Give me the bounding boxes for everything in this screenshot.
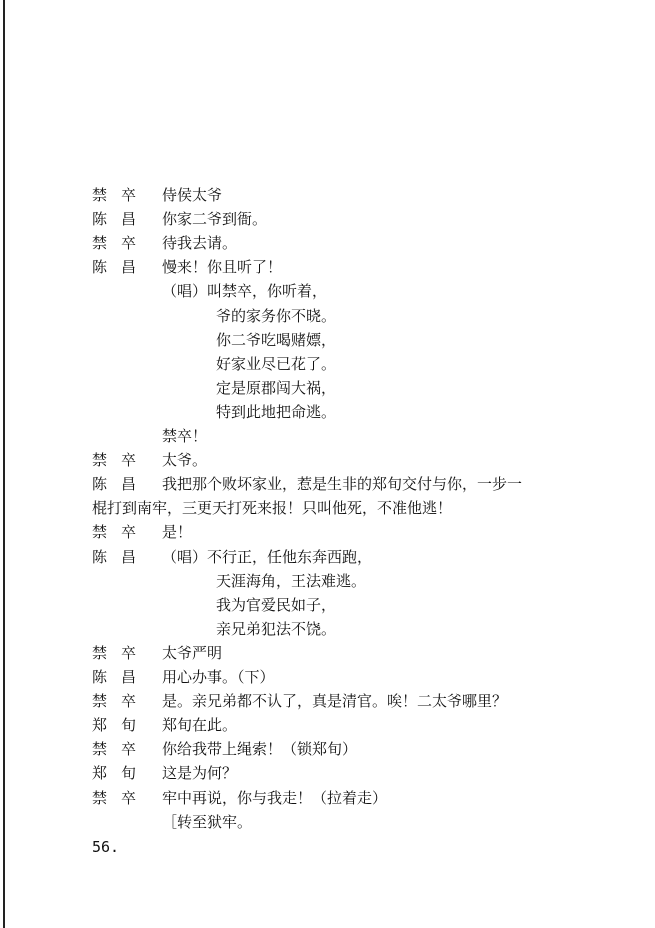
speaker-name: 禁卒	[92, 523, 151, 541]
script-line: 爷的家务你不晓。	[216, 307, 337, 325]
speaker-name: 陈昌	[92, 668, 151, 686]
page-edge-line	[3, 0, 5, 928]
script-line: 侍侯太爷	[162, 186, 223, 204]
speaker-name: 禁卒	[92, 451, 151, 469]
script-line: 是。亲兄弟都不认了，真是清官。唉！二太爷哪里？	[162, 692, 508, 710]
script-line: 待我去请。	[162, 234, 238, 252]
page-number: 56.	[92, 838, 120, 856]
script-line: 用心办事。（下）	[162, 668, 275, 686]
script-line: 是！	[162, 523, 193, 541]
script-line: 慢来！你且听了！	[162, 258, 283, 276]
script-line: 郑旬在此。	[162, 716, 238, 734]
speaker-name: 禁卒	[92, 186, 151, 204]
speaker-name: 禁卒	[92, 234, 151, 252]
speaker-name: 陈昌	[92, 548, 151, 566]
script-line: 牢中再说，你与我走！（拉着走）	[162, 789, 388, 807]
script-line: 这是为何？	[162, 764, 238, 782]
script-line: （唱）不行正，任他东奔西跑，	[162, 548, 373, 566]
script-line: 你给我带上绳索！（锁郑旬）	[162, 740, 358, 758]
script-line: 天涯海角，王法难逃。	[216, 572, 367, 590]
script-line: 你二爷吃喝赌嫖，	[216, 331, 337, 349]
script-line: ［转至狱牢。	[162, 813, 253, 831]
script-line: 定是原郡闯大祸，	[216, 379, 337, 397]
speaker-name: 郑旬	[92, 716, 151, 734]
script-line: 棍打到南牢，三更天打死来报！只叫他死，不准他逃！	[92, 499, 453, 517]
speaker-name: 禁卒	[92, 644, 151, 662]
script-line: 好家业尽已花了。	[216, 355, 337, 373]
script-line: 太爷严明	[162, 644, 223, 662]
script-line: 你家二爷到衙。	[162, 210, 268, 228]
script-line: 太爷。	[162, 451, 208, 469]
speaker-name: 郑旬	[92, 764, 151, 782]
speaker-name: 禁卒	[92, 740, 151, 758]
speaker-name: 禁卒	[92, 789, 151, 807]
speaker-name: 陈昌	[92, 475, 151, 493]
speaker-name: 禁卒	[92, 692, 151, 710]
script-line: 禁卒！	[162, 427, 208, 445]
script-line: （唱）叫禁卒，你听着，	[162, 282, 328, 300]
script-line: 亲兄弟犯法不饶。	[216, 620, 337, 638]
speaker-name: 陈昌	[92, 210, 151, 228]
speaker-name: 陈昌	[92, 258, 151, 276]
script-line: 特到此地把命逃。	[216, 403, 337, 421]
script-line: 我把那个败坏家业，惹是生非的郑旬交付与你，一步一	[162, 475, 523, 493]
script-line: 我为官爱民如子，	[216, 596, 337, 614]
